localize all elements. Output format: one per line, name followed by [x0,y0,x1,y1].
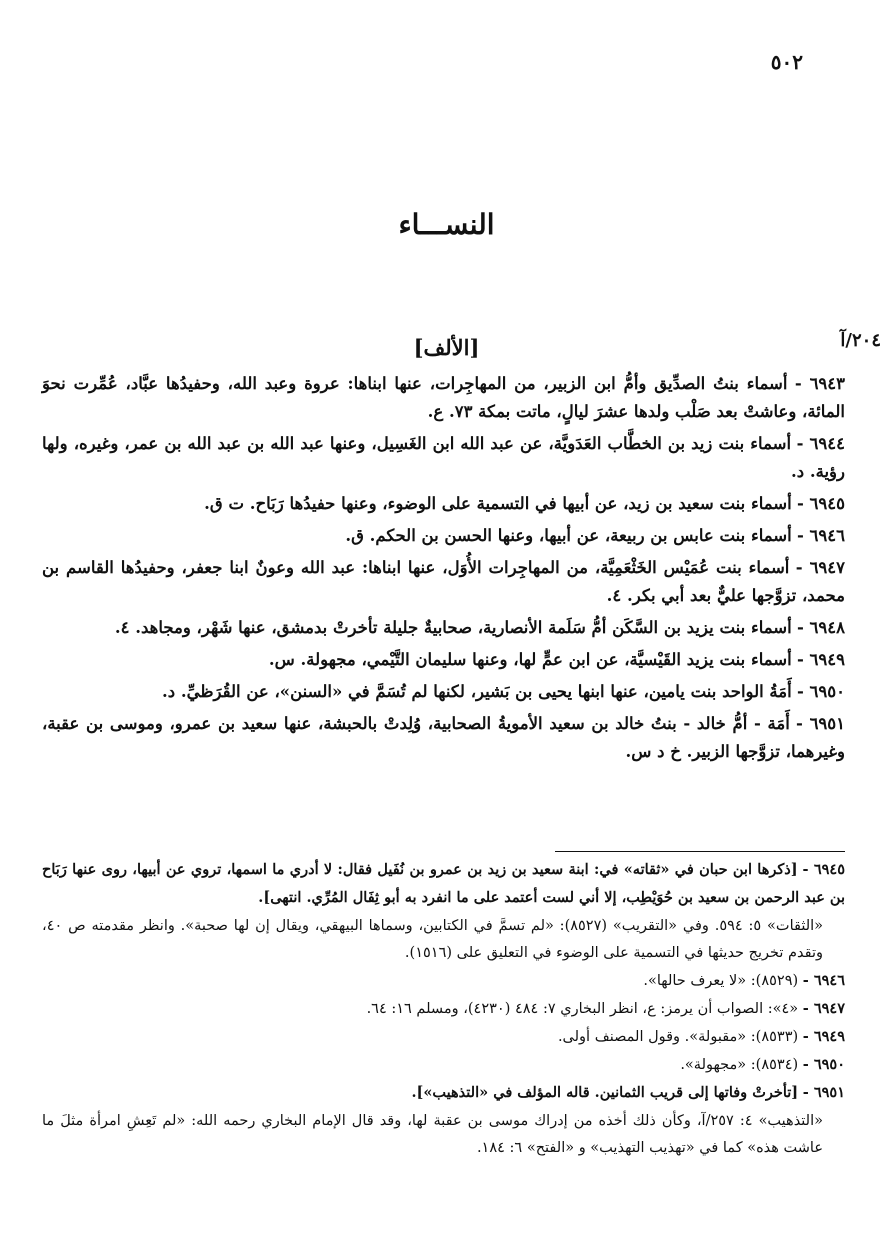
entry-text: أسماء بنت سعيد بن زيد، عن أبيها في التسمية على الوضوء، وعنها حفيدُها رَبَاح. ت ق. [204,494,792,513]
note-text: «التذهيب» ٤: ٢٥٧/آ، وكأن ذلك أخذه من إدراك موسى بن عقبة لها، وقد قال الإمام البخاري رحمه الله: «لم تَعِشِ امرأة مثلَ ما عاشت هذه» كما في «تهذيب التهذيب» و «الفتح» ٦: ١٨٤. [42,1113,824,1156]
footnote-divider [555,851,845,852]
entry-6951 [42,710,845,766]
entry-text: أَمَة - أمُّ خالد - بنتُ خالد بن سعيد الأمويةُ الصحابية، وُلِدتْ بالحبشة، عنها سعيد بن عمرو، وموسى بن عقبة، وغيرهما، تزوَّجها الزبير. خ د س. [42,714,845,761]
note-lead: [تأخرتْ وفاتها إلى قريب الثمانين. قاله المؤلف في «التذهيب»]. [411,1084,799,1101]
note-lead: [ذكرها ابن حبان في «ثقاته» في: ابنة سعيد بن زيد بن عمرو بن نُفَيل فقال: لا أدري ما اسمها، تروي عن أبيها، روى عنها رَبَاح بن عبد الرحمن بن سعيد بن حُوَيْطِب، إلا أني لست أعتمد على ما انفرد به أبو ثِفَال المُرِّي. انتهى]. [42,861,845,906]
note-6945 [42,856,845,912]
note-number: ٦٩٥١ - [802,1084,845,1101]
manuscript-folio-note: ٢٠٤/آ [840,330,881,351]
entry-text: أسماء بنت يزيد القَيْسيَّة، عن ابن عمٍّ لها، وعنها سليمان التَّيْمي، مجهولة. س. [268,650,792,669]
entry-6948 [42,614,845,642]
note-6949 [42,1023,845,1051]
section-title: [الألف] [413,335,480,360]
entry-number: ٦٩٤٦ - [796,526,845,545]
note-text: (٨٥٣٤): «مجهولة». [680,1057,799,1073]
entry-text: أسماء بنت زيد بن الخطَّاب العَدَويَّة، عن عبد الله ابن الغَسِيل، وعنها عبد الله بن عبد الله بن عمر، وغيره، ولها رؤية. د. [42,434,845,481]
note-6946 [42,967,845,995]
note-number: ٦٩٤٥ - [802,861,845,878]
entry-6949 [42,646,845,674]
entries-list [42,370,845,770]
entry-number: ٦٩٤٨ - [796,618,845,637]
footnotes-list [42,856,845,1162]
note-number: ٦٩٤٦ - [802,972,845,989]
chapter-title: النســـاء [398,208,495,241]
entry-text: أسماء بنت يزيد بن السَّكَن أمُّ سَلَمة الأنصارية، صحابيةٌ جليلة تأخرتْ بدمشق، عنها شَهْر، ومجاهد. ٤. [114,618,792,637]
entry-number: ٦٩٤٧ - [795,558,846,577]
note-number: ٦٩٥٠ - [802,1056,845,1073]
entry-6945 [42,490,845,518]
entry-number: ٦٩٥٠ - [796,682,845,701]
note-6945-source [42,912,845,967]
note-6951 [42,1079,845,1107]
entry-text: أسماء بنتُ الصدِّيق وأمُّ ابن الزبير، من المهاجِرات، عنها ابناها: عروة وعبد الله، وحفيدُها عبَّاد، عُمِّرت نحوَ المائة، وعاشتْ بعد صَلْب ولدها عشرَ ليالٍ، ماتت بمكة ٧٣. ع. [42,374,845,421]
entry-number: ٦٩٤٩ - [796,650,845,669]
entry-6950 [42,678,845,706]
entry-text: أسماء بنت عُمَيْس الخَثْعَمِيَّة، من المهاجِرات الأُوَل، عنها ابناها: عبد الله وعونٌ ابنا جعفر، وحفيدُها القاسم بن محمد، تزوَّجها عليٌّ بعد أبي بكر. ٤. [42,558,845,605]
entry-number: ٦٩٤٣ - [794,374,846,393]
entry-6943 [42,370,845,426]
note-text: «٤»: الصواب أن يرمز: ع، انظر البخاري ٧: ٤٨٤ (٤٢٣٠)، ومسلم ١٦: ٦٤. [366,1001,799,1017]
entry-number: ٦٩٥١ - [796,714,846,733]
note-text: (٨٥٣٣): «مقبولة». وقول المصنف أولى. [557,1029,799,1045]
entry-text: أسماء بنت عابس بن ربيعة، عن أبيها، وعنها الحسن بن الحكم. ق. [345,526,792,545]
note-number: ٦٩٤٧ - [802,1000,845,1017]
entry-number: ٦٩٤٥ - [796,494,845,513]
entry-6947 [42,554,845,610]
note-6950 [42,1051,845,1079]
entry-number: ٦٩٤٤ - [796,434,845,453]
page-number: ٥٠٢ [770,50,803,74]
entry-6944 [42,430,845,486]
note-6951-source [42,1107,845,1162]
entry-text: أَمَةُ الواحد بنت يامين، عنها ابنها يحيى بن بَشير، لكنها لم تُسَمَّ في «السنن»، عن القُرَظيِّ. د. [162,682,792,701]
note-6947 [42,995,845,1023]
note-text: (٨٥٢٩): «لا يعرف حالها». [643,973,799,989]
entry-6946 [42,522,845,550]
note-number: ٦٩٤٩ - [802,1028,845,1045]
note-text: «الثقات» ٥: ٥٩٤. وفي «التقريب» (٨٥٢٧): «لم تسمَّ في الكتابين، وسماها البيهقي، ويقال إن لها صحبة». وانظر مقدمته ص ٤٠، وتقدم تخريج حديثها في التسمية على الوضوء في التعليق على (١٥١٦). [42,918,824,961]
